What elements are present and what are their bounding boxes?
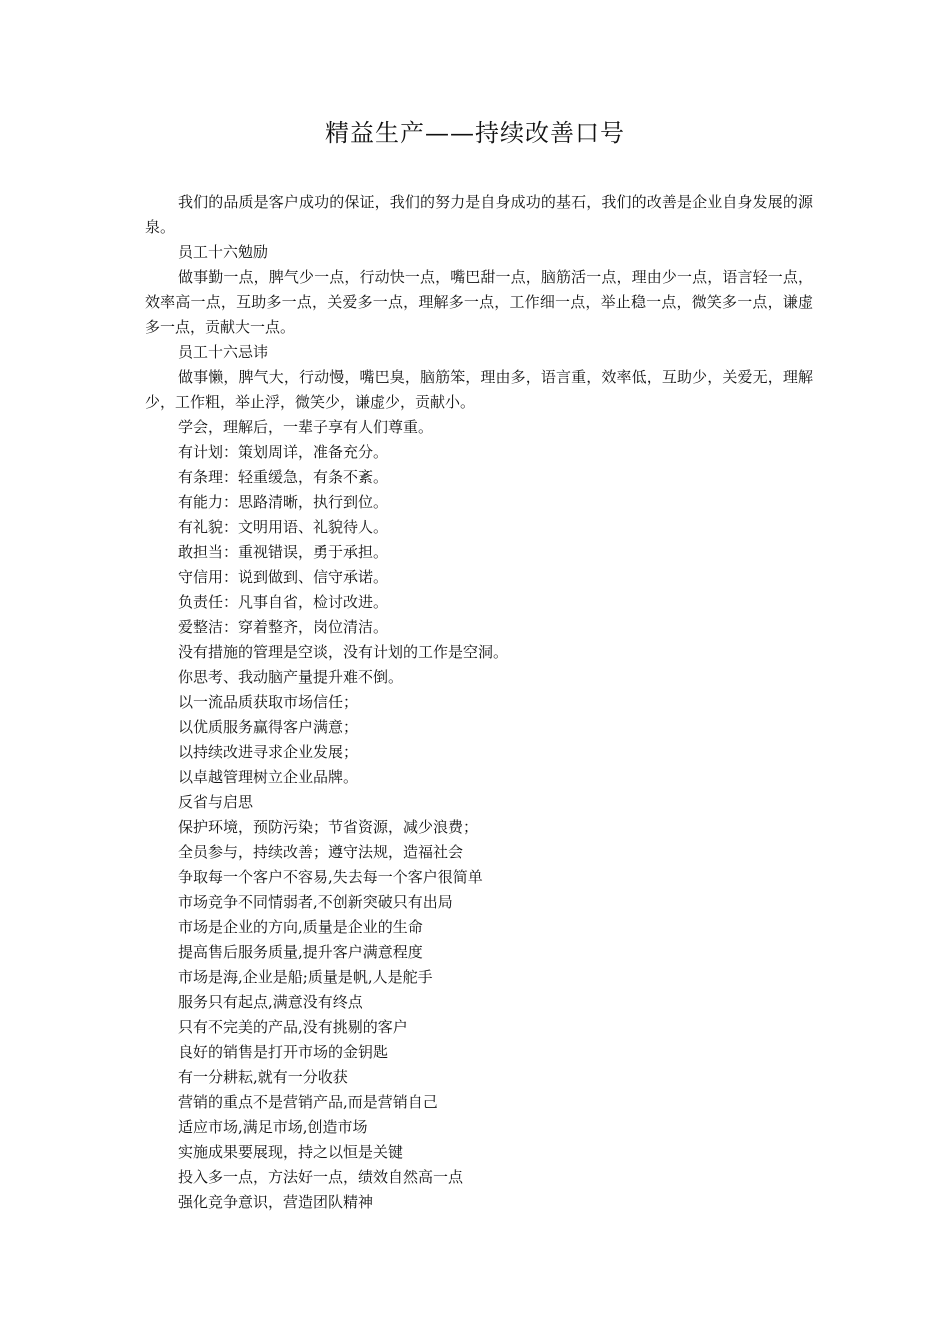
paragraph: 保护环境，预防污染；节省资源，减少浪费；: [178, 818, 479, 836]
paragraph: 以持续改进寻求企业发展；: [178, 743, 359, 761]
paragraph: 有条理：轻重缓急，有条不紊。: [178, 468, 389, 486]
paragraph: 有一分耕耘,就有一分收获: [178, 1068, 348, 1086]
paragraph: 提高售后服务质量,提升客户满意程度: [178, 943, 423, 961]
paragraph: 市场竞争不同情弱者,不创新突破只有出局: [178, 893, 453, 911]
paragraph: 学会，理解后，一辈子享有人们尊重。: [178, 418, 434, 436]
paragraph: 有礼貌：文明用语、礼貌待人。: [178, 518, 389, 536]
paragraph: 适应市场,满足市场,创造市场: [178, 1118, 368, 1136]
paragraph: 营销的重点不是营销产品,而是营销自己: [178, 1093, 438, 1111]
paragraph: 以卓越管理树立企业品牌。: [178, 768, 359, 786]
paragraph: 争取每一个客户不容易,失去每一个客户很简单: [178, 868, 483, 886]
paragraph: 负责任：凡事自省，检讨改进。: [178, 593, 389, 611]
paragraph: 有计划：策划周详，准备充分。: [178, 443, 389, 461]
paragraph: 敢担当：重视错误，勇于承担。: [178, 543, 389, 561]
paragraph: 没有措施的管理是空谈，没有计划的工作是空洞。: [178, 643, 509, 661]
paragraph: 市场是企业的方向,质量是企业的生命: [178, 918, 423, 936]
paragraph: 有能力：思路清晰，执行到位。: [178, 493, 389, 511]
paragraph: 我们的品质是客户成功的保证，我们的努力是自身成功的基石，我们的改善是企业自身发展的源泉。: [145, 193, 813, 236]
paragraph: 以优质服务赢得客户满意；: [178, 718, 359, 736]
paragraph: 良好的销售是打开市场的金钥匙: [178, 1043, 389, 1061]
paragraph: 员工十六勉励: [178, 243, 269, 261]
paragraph: 市场是海,企业是船;质量是帆,人是舵手: [178, 968, 433, 986]
paragraph: 全员参与，持续改善；遵守法规，造福社会: [178, 843, 464, 861]
paragraph: 做事懒，脾气大，行动慢，嘴巴臭，脑筋笨，理由多，语言重，效率低，互助少，关爱无，理解少，工作粗，举止浮，微笑少，谦虚少，贡献小。: [145, 368, 813, 411]
document-body: [145, 190, 813, 1215]
paragraph: 反省与启思: [178, 793, 254, 811]
paragraph: 你思考、我动脑产量提升难不倒。: [178, 668, 404, 686]
paragraph: 做事勤一点，脾气少一点，行动快一点，嘴巴甜一点，脑筋活一点，理由少一点，语言轻一点，效率高一点，互助多一点，关爱多一点，理解多一点，工作细一点，举止稳一点，微笑多一点，谦虚多一点，贡献大一点。: [145, 268, 813, 336]
paragraph: 爱整洁：穿着整齐，岗位清洁。: [178, 618, 389, 636]
paragraph: 以一流品质获取市场信任；: [178, 693, 359, 711]
paragraph: 只有不完美的产品,没有挑剔的客户: [178, 1018, 408, 1036]
paragraph: 守信用：说到做到、信守承诺。: [178, 568, 389, 586]
paragraph: 投入多一点，方法好一点，绩效自然高一点: [178, 1168, 464, 1186]
paragraph: 实施成果要展现，持之以恒是关键: [178, 1143, 404, 1161]
paragraph: 服务只有起点,满意没有终点: [178, 993, 363, 1011]
paragraph: 员工十六忌讳: [178, 343, 269, 361]
paragraph: 强化竞争意识，营造团队精神: [178, 1193, 374, 1211]
document-title: 精益生产——持续改善口号: [325, 119, 625, 147]
